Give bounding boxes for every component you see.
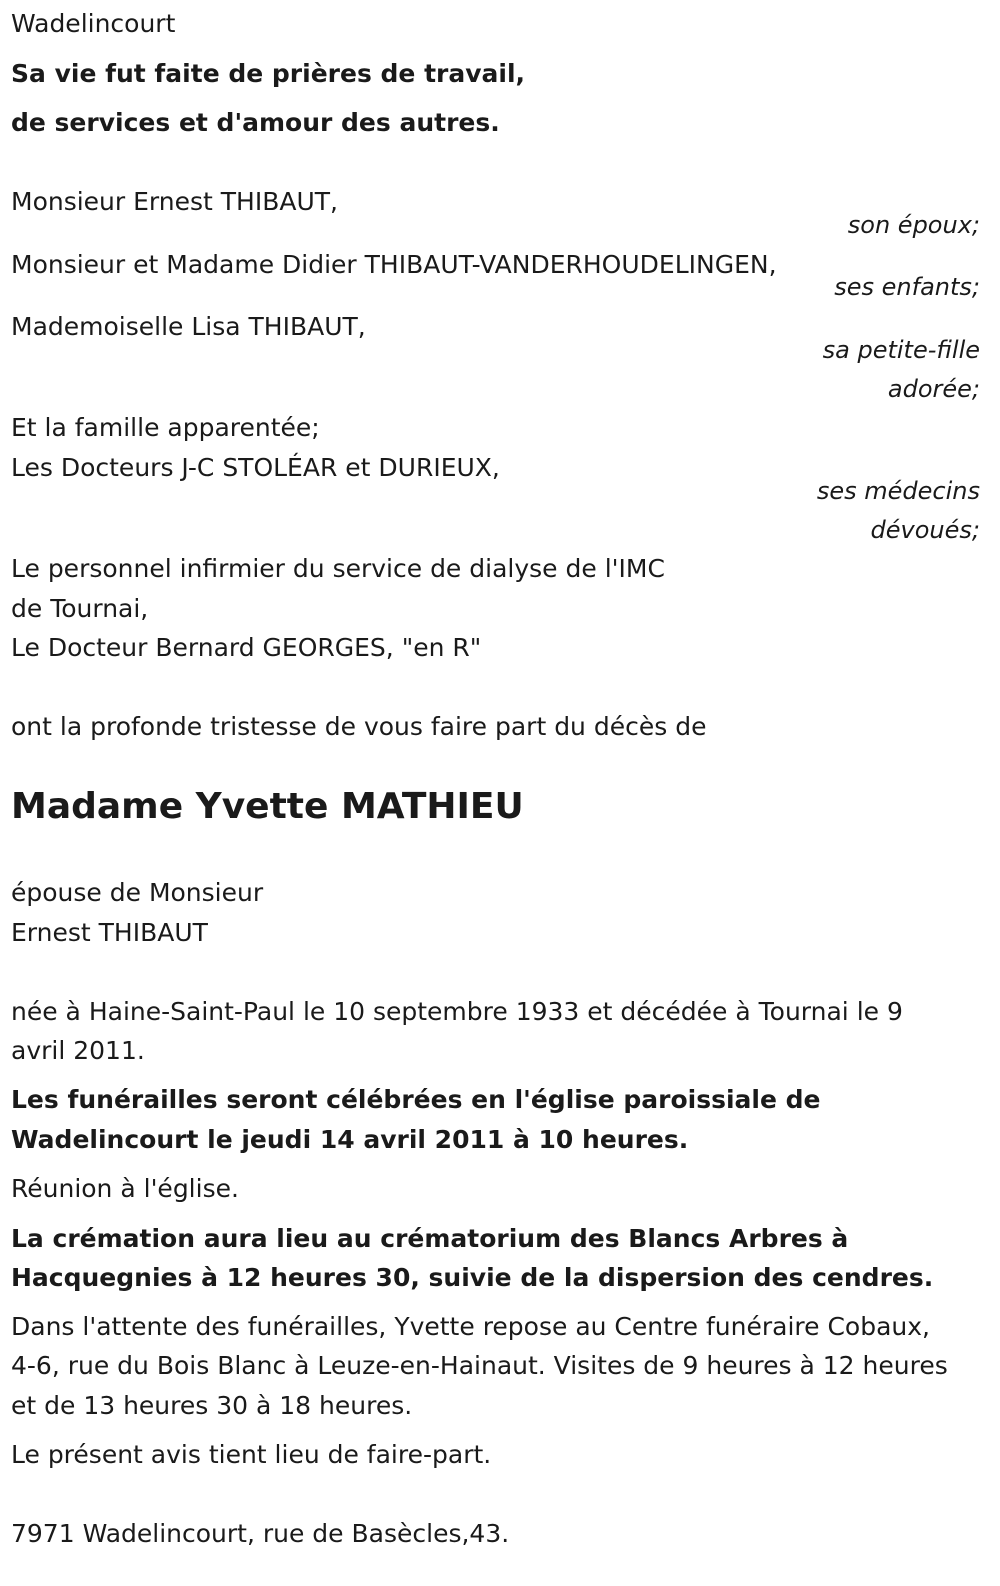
doctors-name: Les Docteurs J-C STOLÉAR et DURIEUX, — [11, 453, 500, 482]
deceased-name: Madame Yvette MATHIEU — [11, 786, 524, 827]
doctors-relation-line-1: ses médecins — [816, 477, 980, 505]
granddaughter-relation-line-1: sa petite-fille — [822, 336, 980, 364]
dates-line-1: née à Haine-Saint-Paul le 10 septembre 1933 et décédée à Tournai le 9 — [11, 997, 903, 1026]
doctor-georges-line: Le Docteur Bernard GEORGES, "en R" — [11, 633, 482, 662]
staff-line-2: de Tournai, — [11, 594, 149, 623]
staff-line-1: Le personnel infirmier du service de dialyse de l'IMC — [11, 554, 665, 583]
funeral-ceremony-line-1: Les funérailles seront célébrées en l'église paroissiale de — [11, 1085, 821, 1114]
husband-name: Monsieur Ernest THIBAUT, — [11, 187, 338, 216]
granddaughter-name: Mademoiselle Lisa THIBAUT, — [11, 312, 366, 341]
spouse-line-1: épouse de Monsieur — [11, 878, 264, 907]
visit-line-3: et de 13 heures 30 à 18 heures. — [11, 1391, 413, 1420]
address-line: 7971 Wadelincourt, rue de Basècles,43. — [11, 1519, 510, 1548]
dates-line-2: avril 2011. — [11, 1036, 145, 1065]
epigraph-line-2: de services et d'amour des autres. — [11, 108, 500, 137]
visit-line-1: Dans l'attente des funérailles, Yvette repose au Centre funéraire Cobaux, — [11, 1312, 930, 1341]
epigraph-line-1: Sa vie fut faite de prières de travail, — [11, 59, 526, 88]
announcement-line: ont la profonde tristesse de vous faire part du décès de — [11, 712, 707, 741]
children-relation: ses enfants; — [834, 273, 980, 301]
husband-relation: son époux; — [847, 211, 980, 239]
relatives-line: Et la famille apparentée; — [11, 413, 320, 442]
place-heading: Wadelincourt — [11, 9, 176, 38]
granddaughter-relation-line-2: adorée; — [887, 375, 980, 403]
funeral-ceremony-line-2: Wadelincourt le jeudi 14 avril 2011 à 10 heures. — [11, 1125, 689, 1154]
notice-line: Le présent avis tient lieu de faire-part. — [11, 1440, 492, 1469]
cremation-line-1: La crémation aura lieu au crématorium des Blancs Arbres à — [11, 1224, 849, 1253]
visit-line-2: 4-6, rue du Bois Blanc à Leuze-en-Hainaut. Visites de 9 heures à 12 heures — [11, 1351, 948, 1380]
spouse-line-2: Ernest THIBAUT — [11, 918, 208, 947]
gathering-line: Réunion à l'église. — [11, 1174, 239, 1203]
cremation-line-2: Hacquegnies à 12 heures 30, suivie de la dispersion des cendres. — [11, 1263, 934, 1292]
doctors-relation-line-2: dévoués; — [870, 516, 980, 544]
children-name: Monsieur et Madame Didier THIBAUT-VANDERHOUDELINGEN, — [11, 250, 777, 279]
